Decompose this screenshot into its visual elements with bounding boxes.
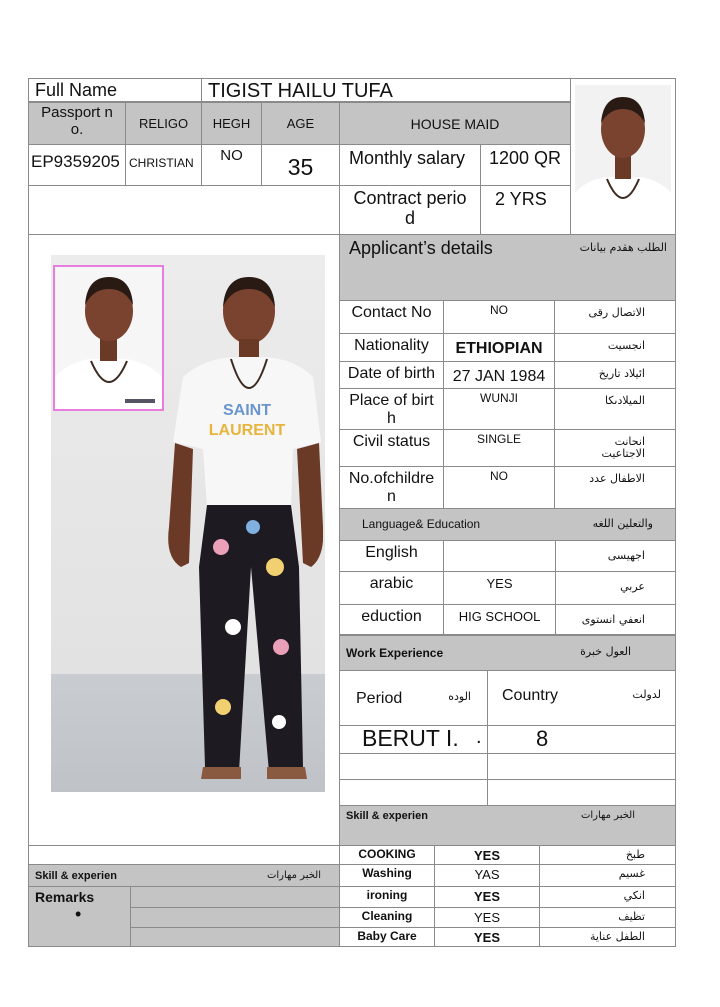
applicant-value-cell [443,361,555,389]
skill-ar: انكي [623,889,645,902]
contract-value-cell [480,185,571,235]
skill-value: YES [473,889,500,904]
full-name-label: Full Name [35,80,118,100]
applicant-value: 27 JAN 1984 [452,368,546,385]
contract-value: 2 YRS [495,189,547,209]
applicant-header [339,234,676,301]
applicant-label: Contact No [351,304,432,321]
height-label: HEGH [212,116,251,131]
language-ar: عربي [620,580,645,593]
language-ar-cell [555,540,676,572]
skill-label: ironing [366,888,408,902]
country-cell [487,670,676,726]
contract-label-cell [339,185,481,235]
applicant-ar-cell [554,429,676,467]
skill-value: YAS [474,867,500,882]
applicant-label: Civil status [352,433,431,450]
period-label: Period [356,690,403,707]
work-entry-country-cell [339,725,488,754]
applicant-title: Applicant’s details [349,238,493,258]
passport-label: Passport n o. [41,104,113,138]
applicant-ar-cell [554,388,676,430]
skill-label: Cleaning [361,909,413,923]
contract-label: Contract perio d [353,188,467,228]
applicant-ar: الميلادىكا [604,394,645,407]
language-label-cell [339,604,444,635]
religion-label: RELIGO [138,116,189,131]
work-title-ar: العول خبرة [580,645,631,658]
skills-header [339,805,676,846]
work-header [339,635,676,671]
inset-portrait [55,267,162,409]
language-label-cell [339,540,444,572]
language-ar: انعفي انستوى [581,613,645,626]
remarks-label: Remarks [35,889,95,905]
full-name-value-cell [201,78,571,102]
inset-photo [53,265,164,411]
remarks-bullet: • [75,904,82,924]
shirt-text-2: LAURENT [208,422,286,439]
skill-ar: تظيف [618,910,645,923]
salary-value-cell [480,144,571,186]
applicant-label: Place of birt h [349,392,434,427]
remarks-line-3 [130,927,340,947]
work-title: Work Experience [346,646,444,660]
standing-person [163,267,323,787]
skill-ar: غسيم [618,867,645,880]
applicant-label-cell [339,361,444,389]
passport-value: EP9359205 [31,152,120,171]
position-value: HOUSE MAID [410,116,500,132]
religion-value: CHRISTIAN [129,156,194,170]
language-value-cell [443,604,556,635]
skill-label-cell [339,927,435,947]
skill-ar-cell [539,927,676,947]
age-value: 35 [287,154,314,180]
left-bottom-blank [28,845,340,865]
skill-label-cell [339,907,435,928]
skill-ar: طبخ [625,848,645,861]
left-skill-header [28,864,340,887]
left-skill-title-ar: الخبر مهارات [266,870,321,881]
language-value-cell [443,540,556,572]
skill-ar-cell [539,907,676,928]
applicant-label-cell [339,429,444,467]
applicant-label: Nationality [354,337,429,354]
full-body-photo [51,255,325,792]
work-entry-country: BERUT I. [362,725,459,751]
applicant-value-cell [443,429,555,467]
work-entry-dot: . [476,726,482,748]
full-name-label-cell [28,78,202,102]
applicant-label: No.ofchildre n [348,470,435,505]
language-title: Language& Education [362,517,481,531]
country-ar: لدولت [632,688,661,701]
passport-photo [575,85,671,227]
skill-value-cell [434,907,540,928]
age-value-cell [261,144,340,186]
work-blank-2b [487,779,676,806]
age-label: AGE [286,116,315,131]
applicant-value: ETHIOPIAN [455,340,543,357]
skills-title-ar: الخبر مهارات [580,810,635,821]
skill-value-cell [434,864,540,887]
religion-label-cell [125,102,202,145]
language-value: YES [486,576,513,591]
language-label: eduction [361,608,422,625]
skill-ar: الطفل عناية [589,930,645,943]
remarks-cell [28,886,131,947]
applicant-label-cell [339,333,444,362]
skill-label-cell [339,864,435,887]
passport-label-cell [28,102,126,145]
work-entry-years-cell [487,725,676,754]
height-label-cell [201,102,262,145]
applicant-value-cell [443,388,555,430]
applicant-value: SINGLE [476,432,521,446]
language-label: arabic [369,575,414,592]
applicant-ar-cell [554,466,676,509]
skill-value: YES [473,848,500,863]
language-ar-cell [555,571,676,605]
applicant-ar: انحانت الاجتاعيت [601,435,645,461]
skill-value: YES [473,930,500,945]
applicant-value: NO [490,303,508,317]
applicant-ar: الاطفال عدد [589,472,645,485]
applicant-value-cell [443,333,555,362]
language-ar-cell [555,604,676,635]
shirt-text-1: SAINT [223,402,271,419]
full-name-value: TIGIST HAILU TUFA [208,80,393,102]
applicant-label-cell [339,388,444,430]
applicant-label-cell [339,300,444,334]
applicant-label-cell [339,466,444,509]
period-ar: الوده [448,690,471,703]
language-label-cell [339,571,444,605]
applicant-ar-cell [554,333,676,362]
skill-value: YES [473,910,500,925]
language-title-ar: والتعلين اللغه [592,517,653,530]
language-header [339,508,676,541]
country-label: Country [502,687,559,704]
applicant-value: NO [490,469,508,483]
remarks-line-1 [130,886,340,908]
skill-label: COOKING [358,847,416,861]
height-value-cell [201,144,262,186]
skill-value-cell [434,927,540,947]
salary-value: 1200 QR [489,148,562,168]
skill-label: Washing [362,866,412,880]
work-blank-1a [339,753,488,780]
applicant-value: WUNJI [480,391,518,405]
work-entry-years: 8 [536,726,549,751]
religion-value-cell [125,144,202,186]
applicant-ar: انجسيت [607,339,645,352]
skill-ar-cell [539,886,676,908]
period-cell [339,670,488,726]
applicant-value-cell [443,300,555,334]
applicant-ar: ائيلاد تاريخ [598,367,645,380]
height-value: NO [220,147,243,164]
applicant-ar-cell [554,361,676,389]
passport-value-cell [28,144,126,186]
applicant-title-ar: الطلب هقدم بيانات [579,241,667,254]
salary-label: Monthly salary [349,148,466,168]
language-value-cell [443,571,556,605]
photo-panel [28,234,340,846]
language-label: English [365,544,418,561]
blank-cell [28,185,340,235]
passport-photo-frame [570,78,676,235]
work-blank-1b [487,753,676,780]
skill-label-cell [339,845,435,865]
language-ar: اجهيسى [607,549,645,562]
skill-label-cell [339,886,435,908]
skill-value-cell [434,845,540,865]
skill-label: Baby Care [357,929,417,943]
age-label-cell [261,102,340,145]
language-value: HIG SCHOOL [458,609,541,624]
work-blank-2a [339,779,488,806]
applicant-label: Date of birth [347,365,436,382]
skill-ar-cell [539,864,676,887]
skill-value-cell [434,886,540,908]
remarks-line-2 [130,907,340,928]
skill-ar-cell [539,845,676,865]
applicant-ar-cell [554,300,676,334]
left-skill-title: Skill & experien [35,870,117,882]
applicant-value-cell [443,466,555,509]
position-cell [339,102,571,145]
applicant-ar: الاتصال رقى [588,306,645,319]
skills-title: Skill & experien [346,810,428,822]
salary-label-cell [339,144,481,186]
